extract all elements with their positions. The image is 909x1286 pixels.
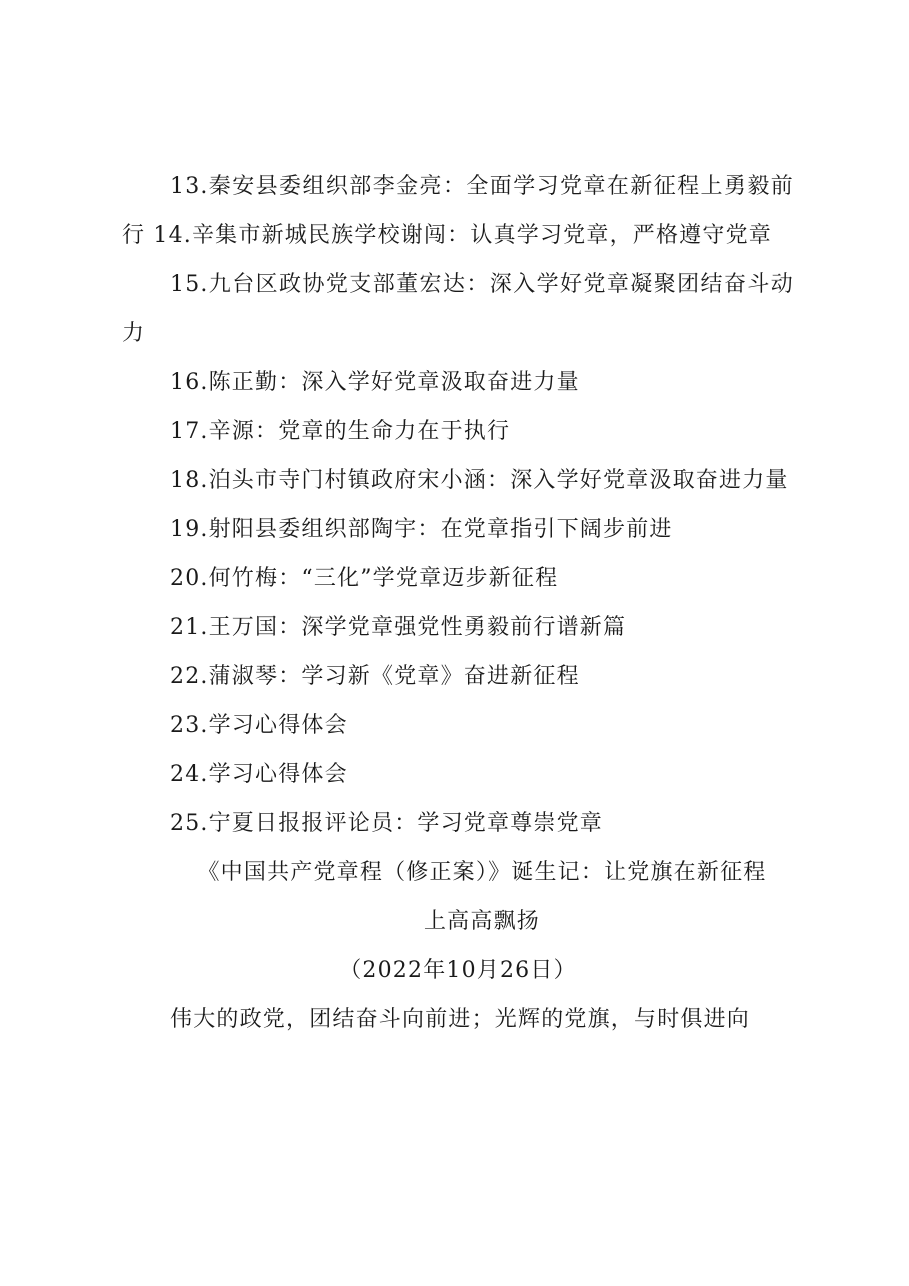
list-item: 17.辛源：党章的生命力在于执行 bbox=[170, 419, 511, 444]
list-item: 16.陈正勤：深入学好党章汲取奋进力量 bbox=[170, 370, 580, 395]
article-paragraph: 伟大的政党，团结奋斗向前进；光辉的党旗，与时俱进向 bbox=[170, 1007, 751, 1032]
list-item: 13.秦安县委组织部李金亮：全面学习党章在新征程上勇毅前行 14.辛集市新城民族学校谢闯：认真学习党章，严格遵守党章 bbox=[122, 174, 794, 248]
article-title-line-2: 上高高飘扬 bbox=[423, 909, 540, 934]
list-item: 18.泊头市寺门村镇政府宋小涵：深入学好党章汲取奋进力量 bbox=[170, 468, 789, 493]
list-item: 24.学习心得体会 bbox=[170, 762, 348, 787]
list-item: 22.蒲淑琴：学习新《党章》奋进新征程 bbox=[170, 664, 580, 689]
list-item: 19.射阳县委组织部陶宇：在党章指引下阔步前进 bbox=[170, 517, 673, 542]
document-body bbox=[122, 162, 794, 1044]
list-item: 23.学习心得体会 bbox=[170, 713, 348, 738]
list-item: 20.何竹梅：“三化”学党章迈步新征程 bbox=[170, 566, 559, 591]
article-date: （2022年10月26日） bbox=[339, 958, 577, 983]
article-title-line-1: 《中国共产党章程（修正案）》诞生记：让党旗在新征程 bbox=[197, 860, 767, 885]
list-item: 15.九台区政协党支部董宏达：深入学好党章凝聚团结奋斗动力 bbox=[122, 272, 794, 346]
list-item: 21.王万国：深学党章强党性勇毅前行谱新篇 bbox=[170, 615, 627, 640]
list-item: 25.宁夏日报报评论员：学习党章尊崇党章 bbox=[170, 811, 603, 836]
